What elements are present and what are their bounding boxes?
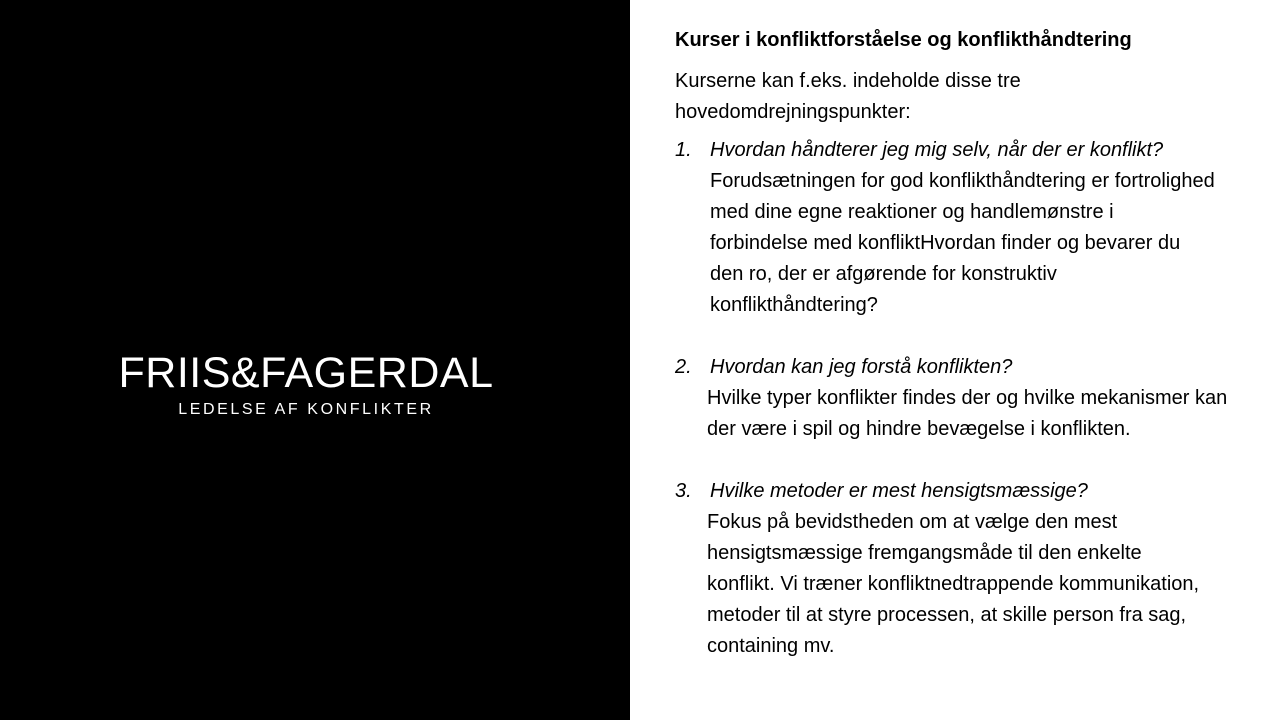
content-area — [675, 26, 1247, 662]
list-item — [675, 135, 1247, 321]
item-question: Hvilke metoder er mest hensigtsmæssige? — [710, 480, 1088, 502]
company-logo — [0, 350, 612, 420]
item-question: Hvordan kan jeg forstå konflikten? — [710, 356, 1013, 378]
item-number: 1. — [675, 139, 692, 161]
focus-points-list — [675, 135, 1247, 662]
item-number: 3. — [675, 480, 692, 502]
logo-panel — [0, 0, 630, 720]
item-description: Forudsætningen for god konflikthåndtering er fortrolighed med dine egne reaktioner og handlemønstre i forbindelse med konfliktHvordan finder og bevarer du den ro, der er afgørende for konstruktiv konflikthåndtering? — [710, 170, 1215, 316]
logo-name: FRIIS&FAGERDAL — [118, 349, 494, 397]
item-description: Hvilke typer konflikter findes der og hvilke mekanismer kan der være i spil og hindre bevægelse i konflikten. — [707, 387, 1228, 440]
logo-tagline: LEDELSE AF KONFLIKTER — [178, 401, 434, 418]
item-number: 2. — [675, 356, 692, 378]
intro-text: Kurserne kan f.eks. indeholde disse tre hovedomdrejningspunkter: — [675, 70, 1021, 123]
item-description: Fokus på bevidstheden om at vælge den mest hensigtsmæssige fremgangsmåde til den enkelte konflikt. Vi træner konfliktnedtrappende kommunikation, metoder til at styre processen, at skille person fra sag, containing mv. — [707, 511, 1200, 657]
item-question: Hvordan håndterer jeg mig selv, når der er konflikt? — [710, 139, 1164, 161]
course-heading: Kurser i konfliktforståelse og konflikthåndtering — [675, 29, 1132, 51]
list-item — [675, 352, 1247, 445]
list-item — [675, 476, 1247, 662]
